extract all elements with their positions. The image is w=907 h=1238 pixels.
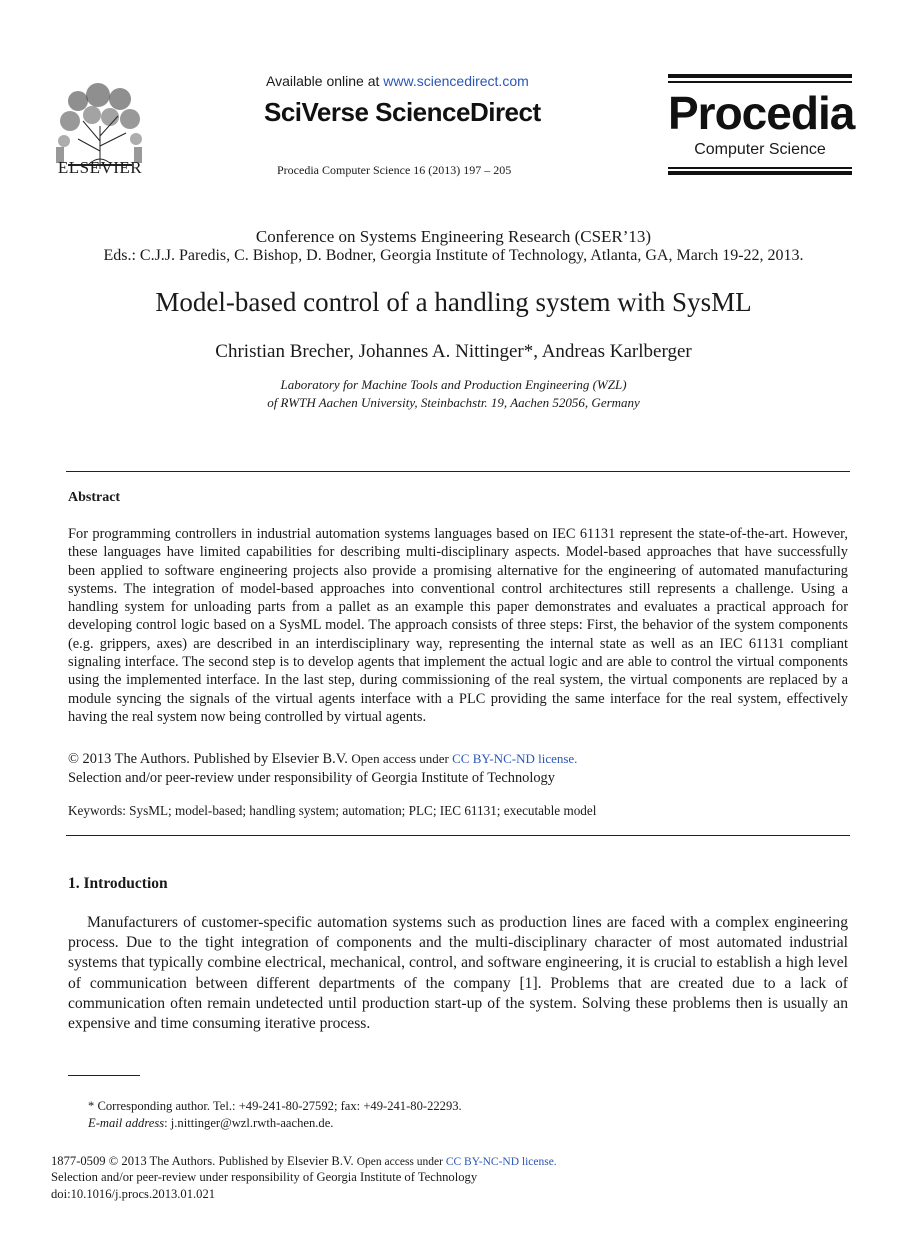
rule-bottom: [66, 835, 850, 836]
introduction-paragraph: Manufacturers of customer-specific automation systems such as production lines are faced with a complex engineering process. Due to the tight integration of components and the multi-disciplinary character of most automated industrial systems that typically combine electrical, mechanical, control, and software engineering, it is crucial to establish a high level of communication between different departments of the company [1]. Problems that are created due to a lack of communication often remain undetected until production start-up of the system. Solving these problems then is usually an expensive and time consuming iterative process.: [68, 914, 848, 1033]
corresponding-author-footnote: * Corresponding author. Tel.: +49-241-80-27592; fax: +49-241-80-22293.: [88, 1099, 462, 1113]
rule-top: [66, 471, 850, 472]
sciencedirect-link[interactable]: www.sciencedirect.com: [383, 73, 529, 89]
footer-peer-review: Selection and/or peer-review under responsibility of Georgia Institute of Technology: [51, 1170, 478, 1184]
footnote-rule: [68, 1075, 140, 1076]
procedia-logo: Procedia: [668, 87, 855, 139]
journal-reference: Procedia Computer Science 16 (2013) 197 – 205: [277, 163, 512, 177]
license-link[interactable]: CC BY-NC-ND license.: [452, 751, 578, 766]
author-list: Christian Brecher, Johannes A. Nittinger*, Andreas Karlberger: [215, 341, 692, 362]
affiliation-line-2: of RWTH Aachen University, Steinbachstr. 19, Aachen 52056, Germany: [267, 395, 640, 410]
email-value: : j.nittinger@wzl.rwth-aachen.de.: [164, 1116, 334, 1130]
copyright-text: © 2013 The Authors. Published by Elsevier B.V.: [68, 751, 352, 767]
footer-doi: doi:10.1016/j.procs.2013.01.021: [51, 1187, 216, 1201]
peer-review-line: Selection and/or peer-review under responsibility of Georgia Institute of Technology: [68, 770, 555, 786]
open-access-text: Open access under: [351, 751, 453, 766]
footer-license-link[interactable]: CC BY-NC-ND license.: [445, 1156, 557, 1168]
abstract-body: For programming controllers in industrial automation systems languages based on IEC 61131 represent the state-of-the-art. However, these languages have limited capabilities for describing multi-disciplinary aspects. Model-based approaches that have successfully been applied to software engineering projects also provide a promising alternative for the engineering of automated manufacturing systems. The integration of model-based approaches into conventional control architectures still represents a challenge. Using a handling system for unloading parts from a pallet as an example this paper demonstrates and evaluates a practical approach for developing control logic based on a SysML model. The approach consists of three steps: First, the behavior of the system components (e.g. grippers, axes) are described in an interdisciplinary way, representing the internal state as well as an IEC 61131 compliant signaling interface. The second step is to develop agents that implement the actual logic and are able to control the virtual components using the implemented interface. In the last step, during commissioning of the real system, the virtual components are replaced by a module syncing the signals of the virtual agents interface with a PLC providing the same interface for the real system, effectively having the real system now being controlled by virtual agents.: [68, 526, 848, 725]
affiliation-line-1: Laboratory for Machine Tools and Production Engineering (WZL): [280, 377, 627, 392]
footer-issn-copyright: 1877-0509 © 2013 The Authors. Published by Elsevier B.V.: [51, 1154, 357, 1168]
abstract-heading: Abstract: [68, 490, 121, 505]
procedia-subtitle: Computer Science: [694, 141, 826, 158]
section-heading-introduction: 1. Introduction: [68, 875, 168, 892]
paper-title: Model-based control of a handling system with SysML: [155, 287, 752, 317]
available-online: [266, 73, 529, 89]
keywords-line: Keywords: SysML; model-based; handling system; automation; PLC; IEC 61131; executable model: [68, 803, 597, 818]
footer-copyright: [51, 1154, 557, 1169]
elsevier-wordmark: ELSEVIER: [57, 158, 143, 177]
footer-open-access-text: Open access under: [356, 1156, 446, 1168]
editors-line: Eds.: C.J.J. Paredis, C. Bishop, D. Bodner, Georgia Institute of Technology, Atlanta, GA, March 19-22, 2013.: [103, 247, 804, 264]
sciverse-logo: SciVerse ScienceDirect: [264, 97, 541, 127]
email-label: E-mail address: [88, 1116, 165, 1130]
email-footnote: [88, 1116, 333, 1131]
copyright-line: [68, 751, 577, 768]
available-prefix: Available online at: [266, 73, 384, 89]
conference-name: Conference on Systems Engineering Research (CSER’13): [255, 227, 652, 246]
